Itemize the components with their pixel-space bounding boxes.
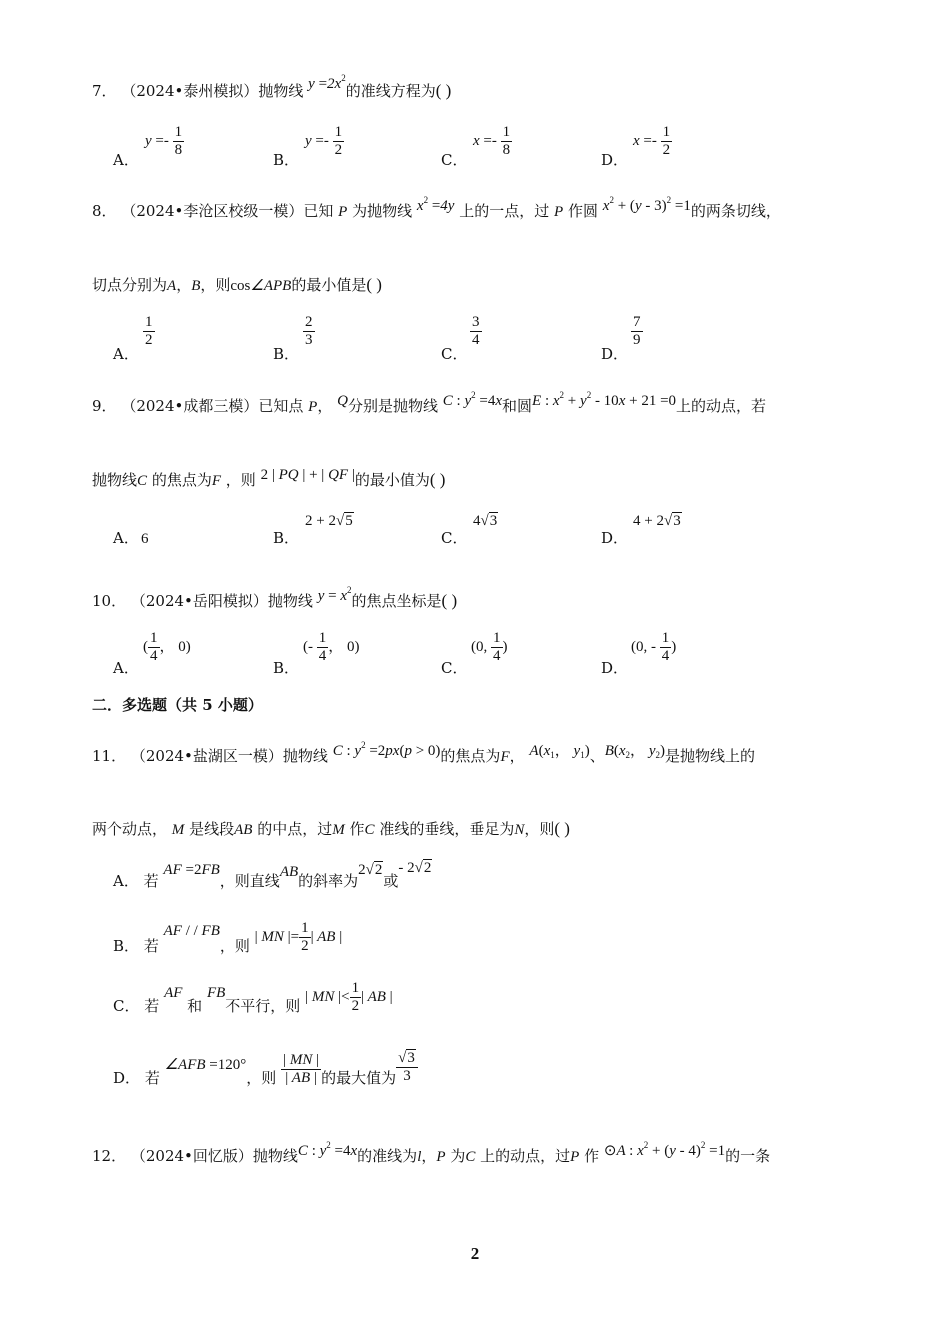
- option-text: 若: [144, 996, 160, 1015]
- q9-option-c: C． 4√3: [441, 513, 498, 547]
- q7-source: （2024•泰州模拟）: [121, 82, 259, 100]
- q11-d-ratio: $\frac{| MN |}{| AB |}$: [283, 1052, 320, 1086]
- point-b-coords: $B(x_2$， $y_2$): [604, 743, 665, 760]
- q11-number: 11．: [92, 747, 127, 765]
- option-label: B．: [113, 936, 140, 955]
- q8-number: 8．: [92, 202, 117, 220]
- q9-stem-line1: [92, 390, 767, 416]
- math-m: M: [171, 822, 185, 838]
- option-label: D．: [601, 659, 629, 677]
- q12-number: 12．: [92, 1147, 127, 1165]
- q8-stem-line2: [92, 274, 382, 295]
- math-n: N: [514, 822, 525, 838]
- q11-d-condition: ∠AFB =120°: [164, 1056, 247, 1073]
- math-f: F: [211, 473, 221, 489]
- q8-circle-formula: $x^2 + (y - 3)^2 =1$: [602, 195, 691, 214]
- option-text: 或: [383, 872, 399, 890]
- q7-text: 抛物线: [258, 82, 304, 100]
- q9-text: 分别是抛物线: [347, 397, 438, 415]
- q11-text: ，则: [524, 820, 555, 838]
- q8-parabola-formula: $x^2 =4y$: [416, 195, 455, 214]
- q11-text: 准线的垂线，垂足为: [379, 820, 515, 838]
- q9-text: 的焦点为: [151, 471, 212, 489]
- q8-text: 的两条切线，: [690, 202, 781, 220]
- q11-text: 作: [349, 820, 365, 838]
- option-text: 的斜率为: [298, 872, 359, 890]
- option-text: 的最大值为: [321, 1068, 397, 1087]
- q8-text: ，则: [200, 276, 231, 294]
- q9-text: ，则: [225, 471, 256, 489]
- q11-stem-line2: [92, 818, 570, 839]
- q9-text: 和圆: [502, 397, 533, 415]
- math-fb: FB: [206, 984, 226, 1001]
- math-f: F: [500, 749, 510, 765]
- q9-circle-formula: E : $x^2 + y^2 - 10x + 21 =0$: [532, 390, 677, 409]
- q7-number: 7．: [92, 82, 117, 100]
- option-label: B．: [273, 151, 300, 169]
- q11-option-d: [113, 1050, 418, 1097]
- option-label: B．: [273, 529, 300, 547]
- q11-option-b: [113, 920, 343, 965]
- q12-text: 上的动点，过: [480, 1147, 571, 1165]
- q11-b-condition: AF / / FB: [163, 922, 220, 939]
- q10-option-d: D． (0, - $\frac{1}{4}$ ): [601, 630, 677, 677]
- math-p: P: [570, 1149, 580, 1165]
- option-label: B．: [273, 659, 300, 677]
- q12-text: ，: [421, 1147, 437, 1165]
- q11-stem-line1: [92, 740, 755, 766]
- math-q: Q: [337, 393, 348, 409]
- q11-option-a: [113, 860, 432, 891]
- math-p: P: [308, 399, 318, 415]
- option-label: C．: [113, 996, 140, 1015]
- math-a: A: [167, 278, 177, 294]
- q10-number: 10．: [92, 592, 127, 610]
- slope-negative: - 2√2: [398, 860, 432, 876]
- q8-text: 已知: [303, 202, 334, 220]
- section-heading: 二．多选题（共 5 小题）: [92, 696, 263, 714]
- q11-text: 是线段: [189, 820, 235, 838]
- option-text: 若: [143, 872, 159, 890]
- math-b: B: [191, 278, 201, 294]
- q11-text: 、: [589, 747, 605, 765]
- q8-option-d: D． $\frac{7}{9}$: [601, 314, 641, 363]
- q8-stem-line1: [92, 195, 781, 221]
- option-label: D．: [601, 151, 629, 169]
- math-c: C: [465, 1149, 476, 1165]
- q11-parabola-formula: C : $y^2 =2px(p > 0)$: [332, 740, 441, 759]
- q12-text: 的准线为: [357, 1147, 418, 1165]
- q9-text: ，: [317, 397, 333, 415]
- q7-option-c: C． x =- $\frac{1}{8}$: [441, 124, 511, 169]
- q8-option-a: A． $\frac{1}{2}$: [113, 314, 153, 363]
- q12-text: 作: [584, 1147, 600, 1165]
- option-label: A．: [113, 659, 139, 677]
- q9-text: 的最小值为: [354, 471, 430, 489]
- q9-source: （2024•成都三模）: [121, 397, 259, 415]
- q10-option-c: C． (0, $\frac{1}{4}$ ): [441, 630, 508, 677]
- q12-text: 抛物线: [252, 1147, 298, 1165]
- q9-option-d: D． 4 + 2√3: [601, 513, 681, 547]
- option-label: D．: [113, 1068, 141, 1087]
- q9-expression: 2 | PQ | + | QF |: [260, 467, 355, 483]
- q9-option-b: B． 2 + 2√5: [273, 513, 353, 547]
- math-p: P: [436, 1149, 446, 1165]
- option-label: A．: [113, 345, 139, 363]
- q8-text: 为抛物线: [352, 202, 413, 220]
- math-ab: AB: [279, 864, 299, 880]
- q8-source: （2024•李沧区校级一模）: [121, 202, 304, 220]
- answer-bracket: ( ): [435, 81, 452, 100]
- answer-bracket: ( ): [366, 275, 382, 294]
- q11-source: （2024•盐湖区一模）: [130, 747, 283, 765]
- math-l: l: [417, 1149, 422, 1165]
- option-label: A．: [113, 872, 139, 890]
- q7-stem: [92, 73, 452, 101]
- option-text: ，则: [219, 936, 250, 955]
- q9-option-a: [113, 510, 263, 548]
- q12-text: 为: [450, 1147, 466, 1165]
- q9-parabola-formula: C : $y^2 =4x$: [442, 390, 503, 409]
- q8-option-c: C． $\frac{3}{4}$: [441, 314, 480, 363]
- math-p: P: [554, 204, 564, 220]
- q7-text: 的准线方程为: [345, 82, 436, 100]
- q8-text: 的最小值是: [291, 276, 367, 294]
- q10-formula: $y = x^2$: [317, 585, 352, 604]
- option-label: B．: [273, 345, 300, 363]
- q11-d-max-value: $\frac{√3}{3}$: [396, 1059, 418, 1075]
- option-label: C．: [441, 659, 468, 677]
- q11-option-c: [113, 980, 393, 1025]
- option-label: A．: [113, 151, 139, 169]
- option-value: 6: [141, 531, 149, 547]
- q10-option-b: B． (- $\frac{1}{4}$ ， 0): [273, 630, 360, 677]
- math-p: P: [338, 204, 348, 220]
- option-text: ，则直线: [219, 872, 280, 890]
- option-text: 不平行，则: [225, 996, 301, 1015]
- slope-positive: 2√2: [358, 862, 383, 878]
- q8-text: 切点分别为: [92, 276, 168, 294]
- option-label: D．: [601, 529, 629, 547]
- answer-bracket: ( ): [429, 470, 446, 489]
- q11-c-result: | MN |< $\frac{1}{2}$ | AB |: [305, 980, 393, 1014]
- q9-text: 上的动点，若: [676, 397, 767, 415]
- q12-text: 的一条: [725, 1147, 771, 1165]
- option-text: 若: [144, 1068, 160, 1087]
- math-c: C: [364, 822, 375, 838]
- q12-parabola-formula: C : $y^2 =4x$: [297, 1140, 358, 1159]
- q11-text: 的中点，过: [257, 820, 333, 838]
- q11-b-result: | MN |= $\frac{1}{2}$ | AB |: [254, 920, 343, 954]
- page-number: 2: [470, 1244, 480, 1263]
- q11-text: 的焦点为: [440, 747, 501, 765]
- q10-source: （2024•岳阳模拟）: [130, 592, 268, 610]
- point-a-coords: $A(x_1$， $y_1$): [529, 743, 590, 760]
- q12-stem: [92, 1140, 771, 1166]
- math-c: C: [137, 473, 148, 489]
- q11-text: 两个动点，: [92, 820, 168, 838]
- q11-text: 是抛物线上的: [664, 747, 755, 765]
- option-text: ，则: [246, 1068, 277, 1087]
- q9-stem-line2: [92, 469, 445, 490]
- answer-bracket: ( ): [554, 819, 570, 838]
- q7-option-b: B． y =- $\frac{1}{2}$: [273, 124, 343, 169]
- q8-option-b: B． $\frac{2}{3}$: [273, 314, 313, 363]
- q12-source: （2024•回忆版）: [130, 1147, 253, 1165]
- q11-text: ，: [509, 747, 525, 765]
- q8-cos-formula: cos∠APB: [230, 278, 292, 294]
- q11-text: 抛物线: [282, 747, 328, 765]
- q7-formula: $y =2x^2$: [308, 73, 346, 92]
- math-af: AF: [164, 984, 183, 1001]
- option-label: C．: [441, 345, 468, 363]
- q7-option-a: A． y =- $\frac{1}{8}$: [113, 124, 183, 169]
- q10-option-a: A． ( $\frac{1}{4}$ ， 0): [113, 630, 191, 677]
- q9-text: 已知点: [258, 397, 304, 415]
- q7-option-d: D． x =- $\frac{1}{2}$: [601, 124, 671, 169]
- q11-a-condition: AF =2FB: [163, 862, 220, 878]
- answer-bracket: ( ): [441, 591, 458, 610]
- q10-text: 抛物线: [267, 592, 313, 610]
- q10-text: 的焦点坐标是: [351, 592, 442, 610]
- q9-number: 9．: [92, 397, 117, 415]
- option-text: 若: [143, 936, 159, 955]
- q10-stem: [92, 585, 458, 611]
- option-label: C．: [441, 151, 468, 169]
- q9-text: 抛物线: [92, 471, 138, 489]
- q12-circle-formula: ⊙A : $x^2 + (y - 4)^2 =1$: [603, 1140, 726, 1159]
- math-ab: AB: [234, 822, 253, 838]
- q8-text: 上的一点，过: [459, 202, 550, 220]
- option-label: D．: [601, 345, 629, 363]
- q8-text: ，: [176, 276, 192, 294]
- option-text: 和: [187, 996, 203, 1015]
- option-label: C．: [441, 529, 468, 547]
- q8-text: 作圆: [568, 202, 599, 220]
- math-m: M: [332, 822, 345, 838]
- option-label: A．: [113, 529, 139, 547]
